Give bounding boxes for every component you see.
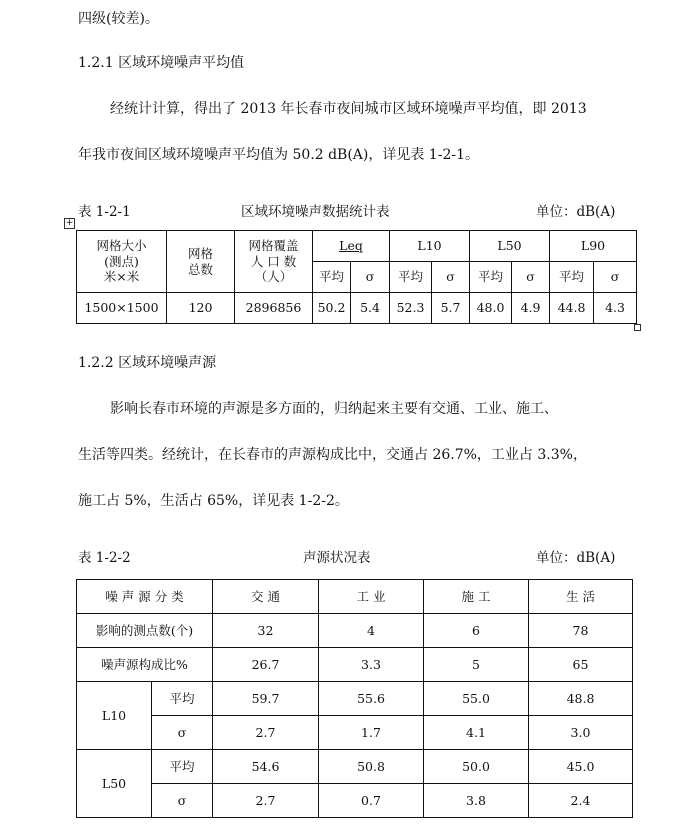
resize-square-icon[interactable]: [634, 324, 641, 331]
cell-points-construction: 6: [424, 614, 529, 648]
cell-ratio-industry: 3.3: [319, 648, 424, 682]
cell-l50-mean-traffic: 54.6: [213, 750, 319, 784]
paragraph-1-line-2: 年我市夜间区域环境噪声平均值为 50.2 dB(A)，详见表 1-2-1。: [78, 147, 479, 163]
header-l50: L50: [470, 231, 550, 262]
subheader-leq-mean: 平均: [313, 262, 351, 293]
cell-points-life: 78: [529, 614, 633, 648]
row-group-l10: L10: [77, 682, 152, 750]
header-leq: Leq: [313, 231, 390, 262]
header-traffic: 交 通: [213, 580, 319, 614]
subheader-leq-sigma: σ: [351, 262, 390, 293]
subheader-l50-mean: 平均: [470, 262, 512, 293]
table-1-title: 区域环境噪声数据统计表: [241, 204, 390, 220]
header-l10: L10: [390, 231, 470, 262]
cell-l10-mean-industry: 55.6: [319, 682, 424, 716]
header-grid-total: 网格 总数: [167, 231, 235, 293]
cell-l50-mean-industry: 50.8: [319, 750, 424, 784]
table-row: [77, 648, 633, 682]
cell-points-traffic: 32: [213, 614, 319, 648]
cell-l50-sigma-industry: 0.7: [319, 784, 424, 818]
cell-l50-sigma-life: 2.4: [529, 784, 633, 818]
cell-l10-sigma-life: 3.0: [529, 716, 633, 750]
header-grid-size: 网格大小 (测点) 米×米: [77, 231, 167, 293]
row-label-l10-mean: 平均: [152, 682, 213, 716]
header-life: 生 活: [529, 580, 633, 614]
row-label-l10-sigma: σ: [152, 716, 213, 750]
cell-coverage: 2896856: [235, 293, 313, 324]
table-row: [77, 716, 633, 750]
table-1-number: 表 1-2-1: [78, 204, 131, 220]
cell-l10-mean-life: 48.8: [529, 682, 633, 716]
cell-l10-mean: 52.3: [390, 293, 432, 324]
cell-l10-sigma-construction: 4.1: [424, 716, 529, 750]
cell-l50-sigma-traffic: 2.7: [213, 784, 319, 818]
paragraph-2-line-2: 生活等四类。经统计，在长春市的声源构成比中，交通占 26.7%，工业占 3.3%，: [78, 447, 587, 463]
cell-ratio-life: 65: [529, 648, 633, 682]
cell-grid-total: 120: [167, 293, 235, 324]
table-2-number: 表 1-2-2: [78, 550, 131, 566]
table-1-unit: 单位：dB(A): [536, 204, 616, 220]
header-category: 噪 声 源 分 类: [77, 580, 213, 614]
subheader-l10-sigma: σ: [432, 262, 470, 293]
cell-l10-mean-construction: 55.0: [424, 682, 529, 716]
cell-l10-sigma-industry: 1.7: [319, 716, 424, 750]
cell-l10-mean-traffic: 59.7: [213, 682, 319, 716]
noise-statistics-table: [76, 230, 637, 324]
cell-ratio-construction: 5: [424, 648, 529, 682]
cell-l10-sigma: 5.7: [432, 293, 470, 324]
section-heading-1-2-1: 1.2.1 区域环境噪声平均值: [78, 55, 245, 71]
table-row: [77, 750, 633, 784]
cell-l50-mean: 48.0: [470, 293, 512, 324]
cell-l50-sigma-construction: 3.8: [424, 784, 529, 818]
table-row: [77, 293, 637, 324]
noise-source-table: [76, 579, 633, 818]
row-label-points: 影响的测点数(个): [77, 614, 213, 648]
paragraph-intro: 四级(较差)。: [78, 11, 159, 27]
header-industry: 工 业: [319, 580, 424, 614]
table-row: [77, 682, 633, 716]
header-l90: L90: [550, 231, 637, 262]
cell-l50-mean-life: 45.0: [529, 750, 633, 784]
cell-leq-mean: 50.2: [313, 293, 351, 324]
cell-l90-sigma: 4.3: [594, 293, 637, 324]
table-row: [77, 784, 633, 818]
cell-l50-sigma: 4.9: [512, 293, 550, 324]
subheader-l50-sigma: σ: [512, 262, 550, 293]
header-construction: 施 工: [424, 580, 529, 614]
subheader-l90-mean: 平均: [550, 262, 594, 293]
cell-points-industry: 4: [319, 614, 424, 648]
cell-l10-sigma-traffic: 2.7: [213, 716, 319, 750]
table-row: [77, 614, 633, 648]
row-label-l50-mean: 平均: [152, 750, 213, 784]
row-group-l50: L50: [77, 750, 152, 818]
cell-l90-mean: 44.8: [550, 293, 594, 324]
move-cross-icon[interactable]: +: [65, 218, 74, 228]
header-coverage-population: 网格覆盖 人 口 数 （人）: [235, 231, 313, 293]
paragraph-2-line-1: 影响长春市环境的声源是多方面的，归纳起来主要有交通、工业、施工、: [110, 401, 558, 417]
subheader-l10-mean: 平均: [390, 262, 432, 293]
paragraph-1-line-1: 经统计计算，得出了 2013 年长春市夜间城市区域环境噪声平均值，即 2013: [110, 101, 587, 117]
paragraph-2-line-3: 施工占 5%，生活占 65%，详见表 1-2-2。: [78, 493, 349, 509]
table-2-unit: 单位：dB(A): [536, 550, 616, 566]
row-label-ratio: 噪声源构成比%: [77, 648, 213, 682]
section-heading-1-2-2: 1.2.2 区域环境噪声源: [78, 355, 217, 371]
row-label-l50-sigma: σ: [152, 784, 213, 818]
cell-leq-sigma: 5.4: [351, 293, 390, 324]
table-2-title: 声源状况表: [303, 550, 371, 566]
cell-grid-size: 1500×1500: [77, 293, 167, 324]
subheader-l90-sigma: σ: [594, 262, 637, 293]
cell-l50-mean-construction: 50.0: [424, 750, 529, 784]
cell-ratio-traffic: 26.7: [213, 648, 319, 682]
